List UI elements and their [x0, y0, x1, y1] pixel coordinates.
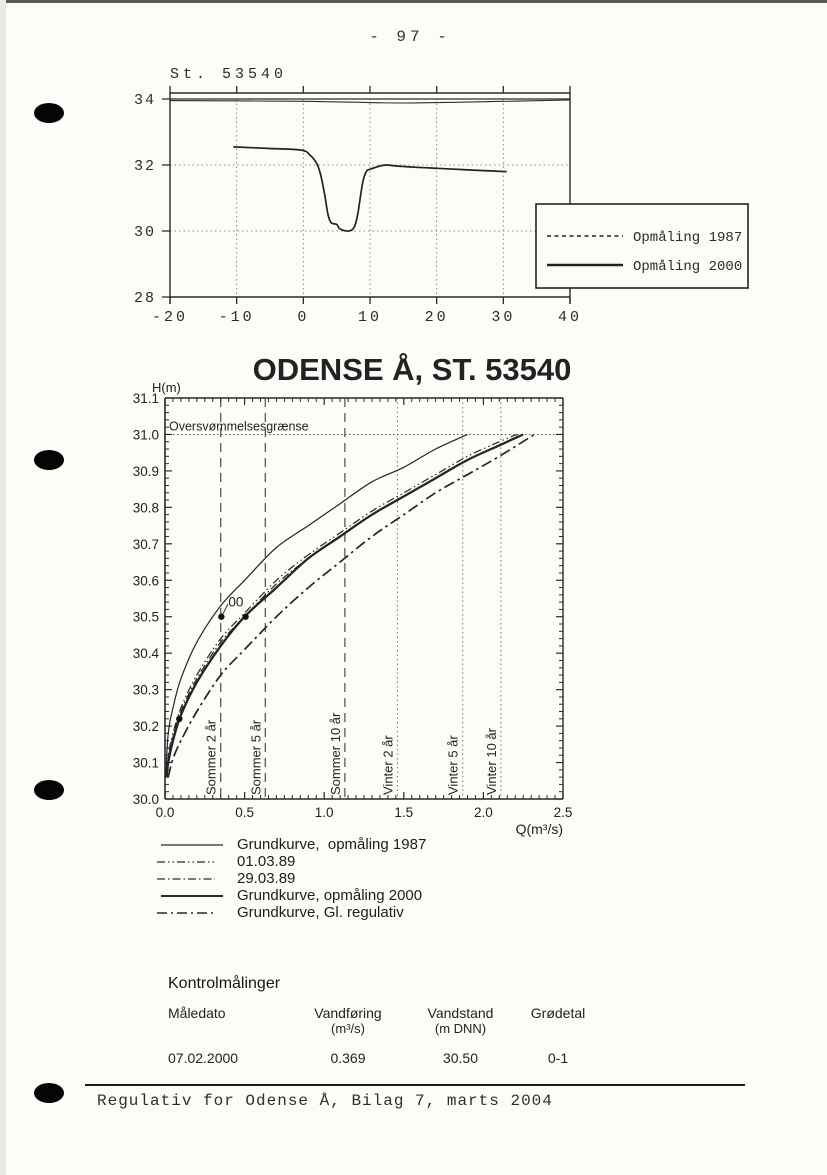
- event-line-label: Vinter 5 år: [445, 735, 461, 795]
- cell-vandstand: 30.50: [442, 1050, 479, 1066]
- profile-chart: [95, 50, 795, 340]
- punch-hole: [34, 450, 64, 470]
- legend-label: Grundkurve, opmåling 2000: [237, 887, 423, 904]
- scan-edge-artifact-top: [0, 0, 827, 3]
- legend-item: [155, 836, 426, 853]
- legend-label: 01.03.89: [237, 853, 296, 870]
- footer-rule: [85, 1084, 745, 1086]
- measurement-point: [176, 716, 182, 722]
- y-tick-label: 32: [133, 158, 156, 175]
- event-line-label: Sommer 2 år: [203, 719, 219, 795]
- measurement-annotation: 00: [228, 594, 244, 610]
- y-tick-label: 30.9: [132, 463, 159, 479]
- punch-hole: [34, 103, 64, 123]
- x-tick-label: 20: [424, 309, 449, 326]
- y-tick-label: 30.3: [132, 682, 159, 698]
- x-tick-label: 1.5: [394, 805, 414, 820]
- table-header-row: [168, 1005, 598, 1036]
- legend-item: [155, 904, 426, 921]
- cell-maaledato: 07.02.2000: [168, 1050, 239, 1066]
- legend-label-2000: Opmåling 2000: [633, 259, 743, 275]
- legend-label: Grundkurve, opmåling 1987: [237, 836, 427, 853]
- y-tick-label: 30.0: [132, 792, 159, 807]
- legend-line-dash-dot-dot: [155, 856, 233, 868]
- x-tick-label: -10: [218, 309, 255, 326]
- table-row: [168, 1036, 598, 1066]
- y-tick-label: 28: [133, 290, 156, 307]
- profile-chart-title: St. 53540: [170, 66, 288, 83]
- legend-label: 29.03.89: [237, 870, 296, 887]
- rating-chart-legend: [155, 836, 426, 921]
- legend-line-solid: [155, 890, 233, 902]
- x-axis-label: Q(m³/s): [515, 821, 563, 837]
- column-header: Vandstand (m DNN): [427, 1005, 494, 1036]
- legend-label: Grundkurve, Gl. regulativ: [237, 904, 404, 921]
- legend-line-solid-thin: [155, 839, 233, 851]
- x-tick-label: 10: [357, 309, 383, 326]
- legend-label-1987: Opmåling 1987: [633, 230, 743, 246]
- rating-curve: [167, 435, 520, 774]
- x-tick-label: 0: [297, 309, 310, 326]
- y-tick-label: 30.2: [132, 719, 159, 735]
- rating-curve-chart: [130, 350, 690, 850]
- rating-chart-title: ODENSE Å, ST. 53540: [252, 352, 572, 387]
- event-line-label: Sommer 10 år: [327, 712, 343, 795]
- legend-item: [155, 870, 426, 887]
- x-tick-label: 40: [557, 309, 583, 326]
- x-tick-label: 0.5: [235, 805, 254, 820]
- event-line-label: Vinter 2 år: [380, 735, 396, 795]
- y-tick-label: 34: [133, 92, 156, 109]
- event-line-label: Vinter 10 år: [483, 728, 499, 795]
- rating-curve: [168, 435, 534, 778]
- y-axis-label: H(m): [152, 380, 181, 395]
- x-tick-label: -20: [151, 309, 189, 326]
- x-tick-label: 0.0: [155, 805, 175, 820]
- punch-hole: [34, 780, 64, 800]
- punch-hole: [34, 1083, 64, 1103]
- table-heading: Kontrolmålinger: [168, 975, 281, 992]
- y-tick-label: 31.0: [132, 427, 159, 443]
- control-measurements-table: [168, 975, 598, 1066]
- annotation-leader: [223, 604, 228, 614]
- y-tick-label: 30.5: [132, 609, 159, 625]
- legend-line-dash-dot: [155, 873, 233, 885]
- y-tick-label: 30.6: [132, 573, 159, 589]
- column-header: Måledato: [168, 1005, 226, 1021]
- y-tick-label: 30.4: [132, 646, 159, 662]
- column-header: Vandføring (m³/s): [314, 1005, 382, 1036]
- cell-groedetal: 0-1: [547, 1050, 569, 1066]
- profile-line-2000: [233, 147, 506, 231]
- scan-edge-artifact-left: [0, 0, 6, 1175]
- legend-item: [155, 853, 426, 870]
- y-tick-label: 31.1: [132, 391, 159, 406]
- measurement-point: [242, 614, 248, 620]
- y-tick-label: 30.7: [132, 536, 159, 552]
- y-tick-label: 30: [133, 224, 156, 241]
- x-tick-label: 2.5: [553, 805, 573, 820]
- y-tick-label: 30.8: [132, 500, 159, 516]
- flood-limit-label: Oversvømmelsesgrænse: [169, 419, 309, 434]
- x-tick-label: 1.0: [314, 805, 334, 820]
- measurement-point: [218, 614, 224, 620]
- legend-line-dash-dot-long: [155, 907, 233, 919]
- y-tick-label: 30.1: [132, 755, 159, 771]
- column-header: Grødetal: [530, 1005, 586, 1021]
- cell-vandfoering: 0.369: [330, 1050, 366, 1066]
- page-number: - 97 -: [369, 28, 451, 46]
- legend-item: [155, 887, 426, 904]
- profile-legend-box: [536, 204, 748, 288]
- x-tick-label: 30: [491, 309, 516, 326]
- event-line-label: Sommer 5 år: [248, 719, 264, 795]
- footer-text: Regulativ for Odense Å, Bilag 7, marts 2004: [97, 1092, 553, 1110]
- x-tick-label: 2.0: [474, 805, 493, 820]
